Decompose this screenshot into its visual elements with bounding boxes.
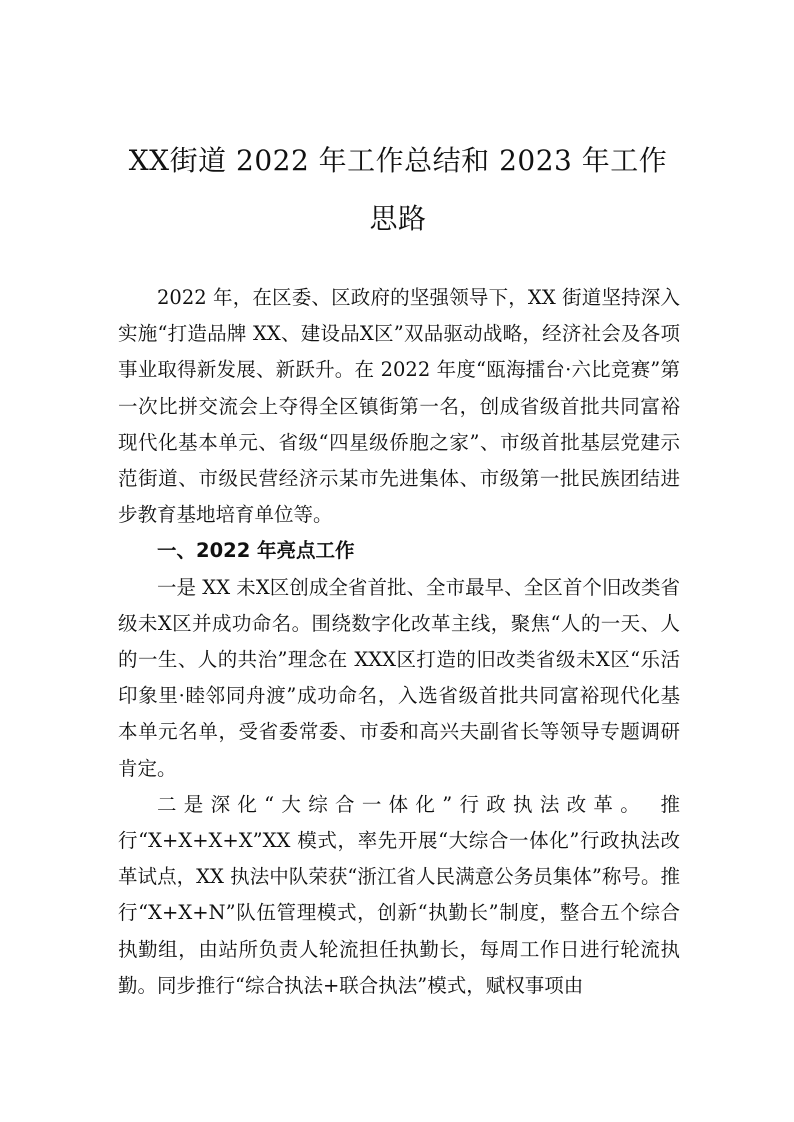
document-title: XX街道 2022 年工作总结和 2023 年工作思路 — [128, 144, 668, 235]
highlight-paragraph-1: 一是 XX 未X区创成全省首批、全市最早、全区首个旧改类省级未X区并成功命名。围绕数字化改革主线，聚焦“人的一天、人的一生、人的共治”理念在 XXX区打造的旧改类省级未X区“乐活印象里·睦邻同舟渡”成功命名，入选省级首批共同富裕现代化基本单元名单，受省委常委、市委和高兴夫副省长等领导专题调研肯定。 — [118, 575, 680, 780]
intro-paragraph: 2022 年，在区委、区政府的坚强领导下，XX 街道坚持深入实施“打造品牌 XX、建设品X区”双品驱动战略，经济社会及各项事业取得新发展、新跃升。在 2022 年度“瓯海擂台·六比竞赛”第一次比拼交流会上夺得全区镇街第一名，创成省级首批共同富裕现代化基本单元、省级“四星级侨胞之家”、市级首批基层党建示范街道、市级民营经济示某市先进集体、市级第一批民族团结进步教育基地培育单位等。 — [118, 286, 680, 527]
document-body — [118, 280, 680, 1004]
highlight-paragraph-2: 二是深化“大综合一体化”行政执法改革。 推行“X+X+X+X”XX 模式，率先开展“大综合一体化”行政执法改革试点，XX 执法中队荣获“浙江省人民满意公务员集体”称号。推行“X+X+N”队伍管理模式，创新“执勤长”制度，整合五个综合执勤组，由站所负责人轮流担任执勤长，每周工作日进行轮流执勤。同步推行“综合执法+联合执法”模式，赋权事项由 — [118, 792, 680, 997]
section-heading: 一、2022 年亮点工作 — [157, 539, 355, 563]
